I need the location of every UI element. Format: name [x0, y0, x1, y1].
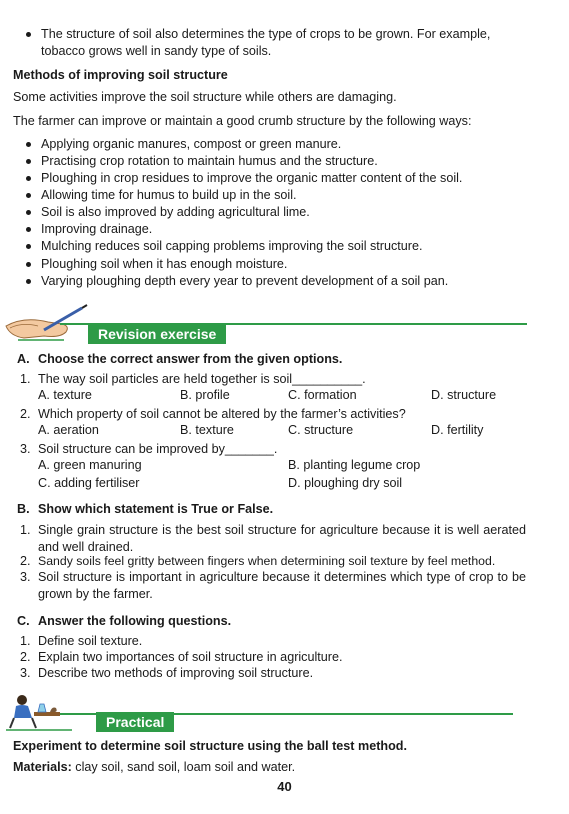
section-a-title: Choose the correct answer from the given options. — [38, 352, 343, 366]
materials-label: Materials: — [13, 760, 72, 774]
revision-banner: Revision exercise — [88, 324, 226, 344]
option-a: A. green manuring — [38, 458, 142, 472]
method-item: Mulching reduces soil capping problems improving the soil structure. — [24, 238, 534, 255]
option-b: B. profile — [180, 388, 230, 402]
question-text: Soil structure can be improved by_______. — [38, 442, 278, 456]
experiment-title: Experiment to determine soil structure using the ball test method. — [13, 739, 407, 753]
section-b-letter: B. — [17, 502, 30, 516]
methods-paragraph-1: Some activities improve the soil structure while others are damaging. — [13, 90, 397, 104]
question-text: Describe two methods of improving soil structure. — [38, 666, 314, 680]
section-c-letter: C. — [17, 614, 30, 628]
question-text: Which property of soil cannot be altered by the farmer’s activities? — [38, 407, 406, 421]
question-text: Define soil texture. — [38, 634, 143, 648]
method-item: Varying ploughing depth every year to prevent development of a soil pan. — [24, 273, 534, 290]
intro-bullet: The structure of soil also determines the type of crops to be grown. For example, tobacco grows well in sandy type of soils. — [24, 26, 534, 60]
page-number: 40 — [277, 779, 292, 794]
section-c-title: Answer the following questions. — [38, 614, 232, 628]
question-number: 1. — [20, 372, 31, 386]
question-number: 2. — [20, 650, 31, 664]
question-number: 3. — [20, 666, 31, 680]
statement-number: 3. — [20, 570, 31, 584]
question-number: 2. — [20, 407, 31, 421]
section-a-letter: A. — [17, 352, 30, 366]
statement-text: Single grain structure is the best soil structure for agriculture because it is well aerated and well drained. — [38, 523, 526, 554]
statement-text: Sandy soils feel gritty between fingers when determining soil texture by feel method. — [38, 554, 496, 568]
methods-heading: Methods of improving soil structure — [13, 68, 228, 82]
materials-text: clay soil, sand soil, loam soil and water. — [71, 760, 296, 774]
method-item: Ploughing soil when it has enough moisture. — [24, 256, 534, 273]
option-d: D. fertility — [431, 423, 484, 437]
method-item: Ploughing in crop residues to improve the organic matter content of the soil. — [24, 170, 534, 187]
option-d: D. ploughing dry soil — [288, 476, 403, 490]
method-item: Improving drainage. — [24, 221, 534, 238]
question-text: Explain two importances of soil structure in agriculture. — [38, 650, 343, 664]
option-b: B. texture — [180, 423, 234, 437]
method-item: Practising crop rotation to maintain humus and the structure. — [24, 153, 534, 170]
option-c: C. structure — [288, 423, 354, 437]
question-text: The way soil particles are held together is soil__________. — [38, 372, 366, 386]
option-a: A. texture — [38, 388, 92, 402]
method-item: Allowing time for humus to build up in the soil. — [24, 187, 534, 204]
statement-number: 2. — [20, 554, 31, 568]
question-number: 1. — [20, 634, 31, 648]
method-item: Soil is also improved by adding agricultural lime. — [24, 204, 534, 221]
lab-worker-icon — [4, 692, 74, 732]
practical-banner: Practical — [96, 712, 174, 732]
method-item: Applying organic manures, compost or green manure. — [24, 136, 534, 153]
question-number: 3. — [20, 442, 31, 456]
methods-paragraph-2: The farmer can improve or maintain a good crumb structure by the following ways: — [13, 114, 472, 128]
statement-text: Soil structure is important in agriculture because it determines which type of crop to be grown by the farmer. — [38, 570, 526, 601]
statement-number: 1. — [20, 523, 31, 537]
option-c: C. adding fertiliser — [38, 476, 140, 490]
option-d: D. structure — [431, 388, 497, 402]
materials-line — [13, 759, 528, 776]
option-a: A. aeration — [38, 423, 99, 437]
option-b: B. planting legume crop — [288, 458, 421, 472]
section-b-title: Show which statement is True or False. — [38, 502, 274, 516]
option-c: C. formation — [288, 388, 357, 402]
